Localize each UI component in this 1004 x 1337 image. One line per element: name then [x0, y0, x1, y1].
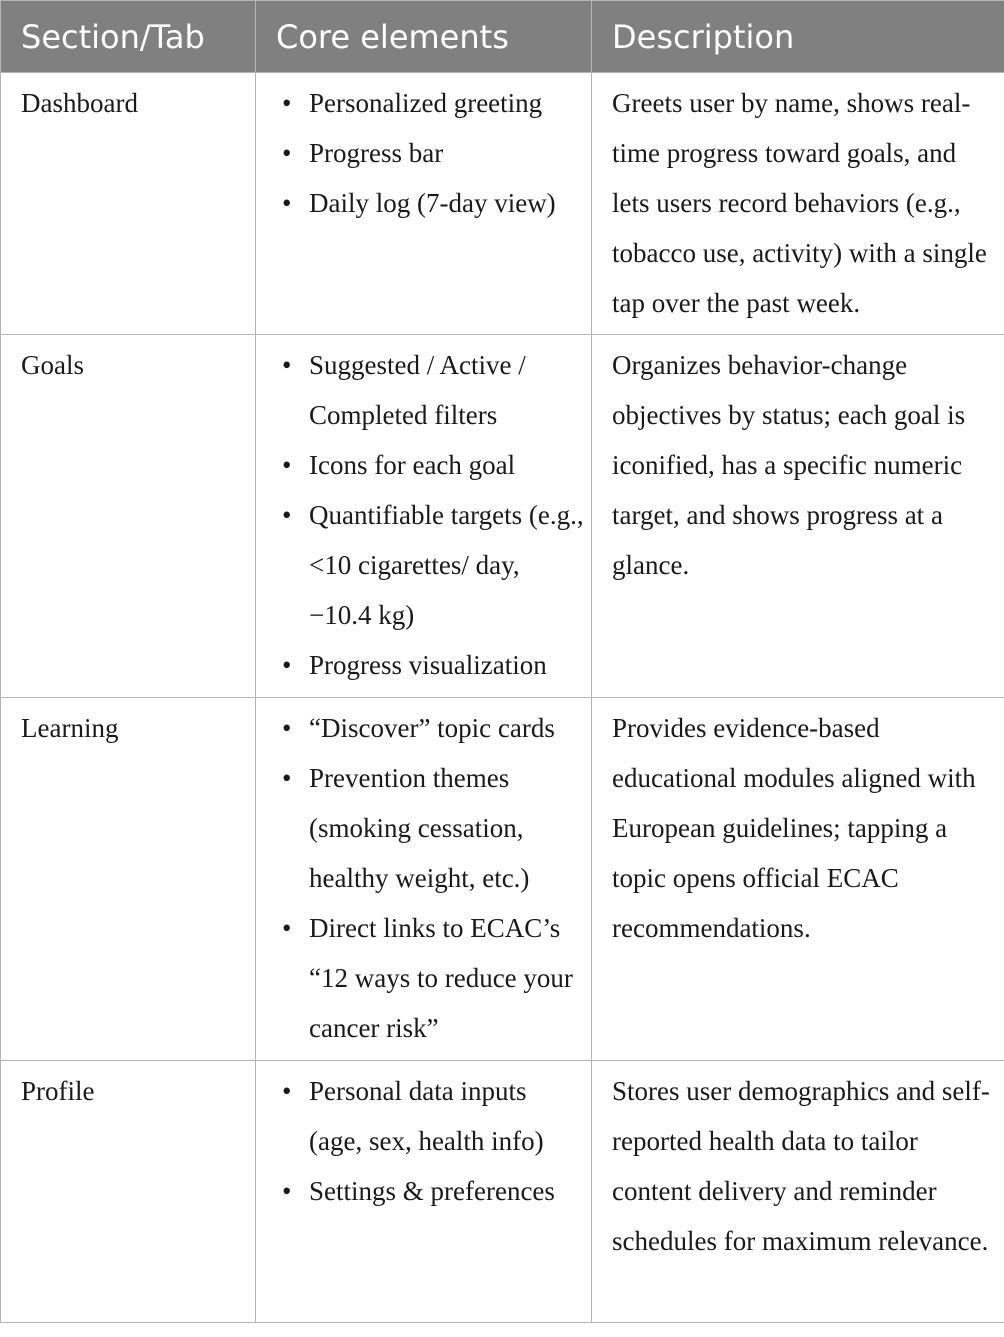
table-row: [1, 335, 1004, 698]
description-cell: Organizes behavior-change objectives by status; each goal is iconified, has a specific numeric target, and shows progress at a glance.: [592, 335, 1004, 698]
table-header-row: [1, 1, 1004, 73]
list-item: • Personal data inputs (age, sex, health info): [272, 1066, 585, 1166]
list-item: • Progress visualization: [272, 640, 585, 690]
section-name: Goals: [1, 335, 256, 698]
list-item: • Progress bar: [272, 128, 585, 178]
header-description: Description: [592, 1, 1004, 73]
description-cell: Provides evidence-based educational modules aligned with European guidelines; tapping a topic opens official ECAC recommendations.: [592, 698, 1004, 1061]
list-item: • Icons for each goal: [272, 440, 585, 490]
list-item: • Direct links to ECAC’s “12 ways to reduce your cancer risk”: [272, 903, 585, 1053]
list-item: • Settings & preferences: [272, 1166, 585, 1216]
list-item: • Daily log (7-day view): [272, 178, 585, 228]
table-row: [1, 73, 1004, 335]
list-item: • Suggested / Active / Completed filters: [272, 340, 585, 440]
section-name: Dashboard: [1, 73, 256, 335]
description-cell: Stores user demographics and self-reported health data to tailor content delivery and reminder schedules for maximum relevance.: [592, 1061, 1004, 1323]
core-elements-cell: [256, 73, 592, 335]
header-core-elements: Core elements: [256, 1, 592, 73]
list-item: • Prevention themes (smoking cessation, healthy weight, etc.): [272, 753, 585, 903]
core-elements-cell: [256, 335, 592, 698]
table-row: [1, 698, 1004, 1061]
header-section-tab: Section/Tab: [1, 1, 256, 73]
list-item: • Personalized greeting: [272, 78, 585, 128]
core-elements-cell: [256, 1061, 592, 1323]
list-item: • “Discover” topic cards: [272, 703, 585, 753]
section-name: Profile: [1, 1061, 256, 1323]
list-item: • Quantifiable targets (e.g., <10 cigarettes/ day, −10.4 kg): [272, 490, 585, 640]
core-elements-cell: [256, 698, 592, 1061]
table-row: [1, 1061, 1004, 1323]
description-cell: Greets user by name, shows real-time progress toward goals, and lets users record behaviors (e.g., tobacco use, activity) with a single tap over the past week.: [592, 73, 1004, 335]
section-name: Learning: [1, 698, 256, 1061]
